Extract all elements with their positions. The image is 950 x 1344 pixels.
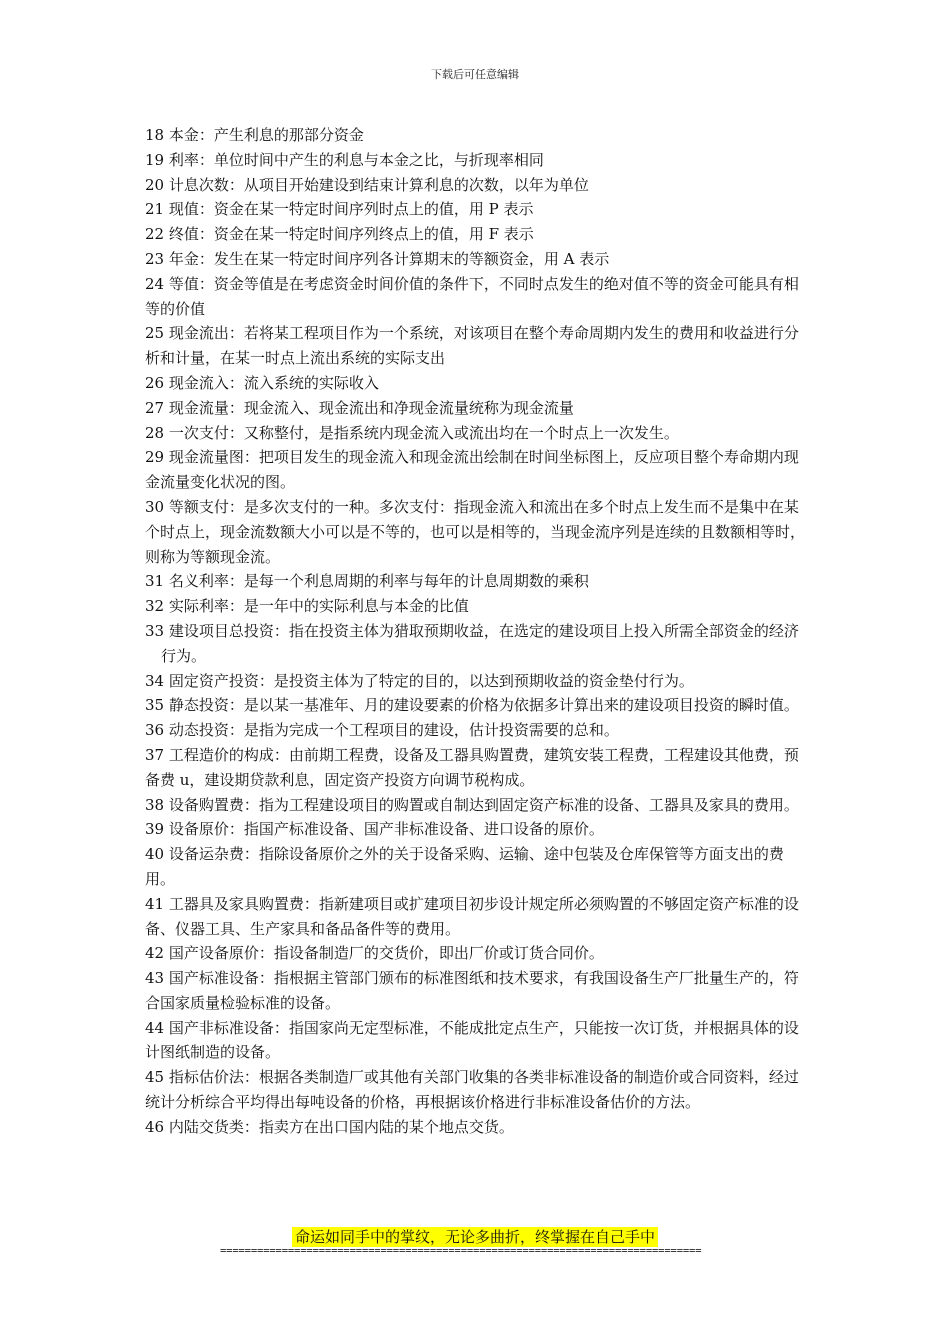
entry-25: 25 现金流出：若将某工程项目作为一个系统，对该项目在整个寿命周期内发生的费用和收益进行分析和计量，在某一时点上流出系统的实际支出: [145, 324, 799, 368]
entry-28: 28 一次支付：又称整付，是指系统内现金流入或流出均在一个时点上一次发生。: [145, 423, 679, 442]
entry-29: 29 现金流量图：把项目发生的现金流入和现金流出绘制在时间坐标图上，反应项目整个寿命期内现金流量变化状况的图。: [145, 448, 799, 492]
entry-23: 23 年金：发生在某一特定时间序列各计算期末的等额资金，用 A 表示: [145, 249, 610, 268]
entry-31: 31 名义利率：是每一个利息周期的利率与每年的计息周期数的乘积: [145, 572, 589, 591]
entry-46: 46 内陆交货类：指卖方在出口国内陆的某个地点交货。: [145, 1117, 514, 1136]
entry-36: 36 动态投资：是指为完成一个工程项目的建设，估计投资需要的总和。: [145, 721, 619, 740]
entry-39: 39 设备原价：指国产标准设备、国产非标准设备、进口设备的原价。: [145, 820, 604, 839]
entry-41: 41 工器具及家具购置费：指新建项目或扩建项目初步设计规定所必须购置的不够固定资产标准的设备、仪器工具、生产家具和备品备件等的费用。: [145, 894, 799, 938]
entry-33: 33 建设项目总投资：指在投资主体为猎取预期收益，在选定的建设项目上投入所需全部资金的经济行为。: [145, 621, 799, 665]
page-header: 下载后可任意编辑: [431, 68, 519, 81]
document-body: [145, 123, 810, 1140]
entry-30: 30 等额支付：是多次支付的一种。多次支付：指现金流入和流出在多个时点上发生而不是集中在某个时点上，现金流数额大小可以是不等的，也可以是相等的，当现金流序列是连续的且数额相等时，则称为等额现金流。: [145, 497, 806, 566]
entry-42: 42 国产设备原价：指设备制造厂的交货价，即出厂价或订货合同价。: [145, 944, 604, 963]
entry-26: 26 现金流入：流入系统的实际收入: [145, 373, 379, 392]
entry-44: 44 国产非标准设备：指国家尚无定型标准，不能成批定点生产，只能按一次订货，并根据具体的设计图纸制造的设备。: [145, 1018, 799, 1062]
entry-21: 21 现值：资金在某一特定时间序列时点上的值，用 P 表示: [145, 200, 534, 219]
highlighted-motto: 命运如同手中的掌纹，无论多曲折，终掌握在自己手中: [292, 1227, 658, 1247]
entry-20: 20 计息次数：从项目开始建设到结束计算利息的次数，以年为单位: [145, 175, 589, 194]
entry-22: 22 终值：资金在某一特定时间序列终点上的值，用 F 表示: [145, 225, 534, 244]
entry-37: 37 工程造价的构成：由前期工程费，设备及工器具购置费，建筑安装工程费，工程建设其他费，预备费 u，建设期贷款利息，固定资产投资方向调节税构成。: [145, 745, 799, 789]
entry-27: 27 现金流量：现金流入、现金流出和净现金流量统称为现金流量: [145, 398, 574, 417]
entry-35: 35 静态投资：是以某一基准年、月的建设要素的价格为依据多计算出来的建设项目投资的瞬时值。: [145, 696, 799, 715]
entry-40: 40 设备运杂费：指除设备原价之外的关于设备采购、运输、途中包装及仓库保管等方面支出的费用。: [145, 845, 784, 888]
entry-19: 19 利率：单位时间中产生的利息与本金之比，与折现率相同: [145, 150, 544, 169]
entry-38: 38 设备购置费：指为工程建设项目的购置或自制达到固定资产标准的设备、工器具及家具的费用。: [145, 795, 799, 814]
entry-45: 45 指标估价法：根据各类制造厂或其他有关部门收集的各类非标准设备的制造价或合同资料，经过统计分析综合平均得出每吨设备的价格，再根据该价格进行非标准设备估价的方法。: [145, 1068, 799, 1112]
entry-43: 43 国产标准设备：指根据主管部门颁布的标准图纸和技术要求，有我国设备生产厂批量生产的，符合国家质量检验标准的设备。: [145, 969, 799, 1012]
entry-24: 24 等值：资金等值是在考虑资金时间价值的条件下，不同时点发生的绝对值不等的资金可能具有相等的价值: [145, 274, 799, 318]
entry-32: 32 实际利率：是一年中的实际利息与本金的比值: [145, 597, 469, 616]
entry-18: 18 本金：产生利息的那部分资金: [145, 126, 364, 144]
separator-rule: ==============================================================================: [220, 1245, 702, 1257]
page-footer: [0, 1227, 950, 1247]
entry-34: 34 固定资产投资：是投资主体为了特定的目的，以达到预期收益的资金垫付行为。: [145, 671, 694, 690]
